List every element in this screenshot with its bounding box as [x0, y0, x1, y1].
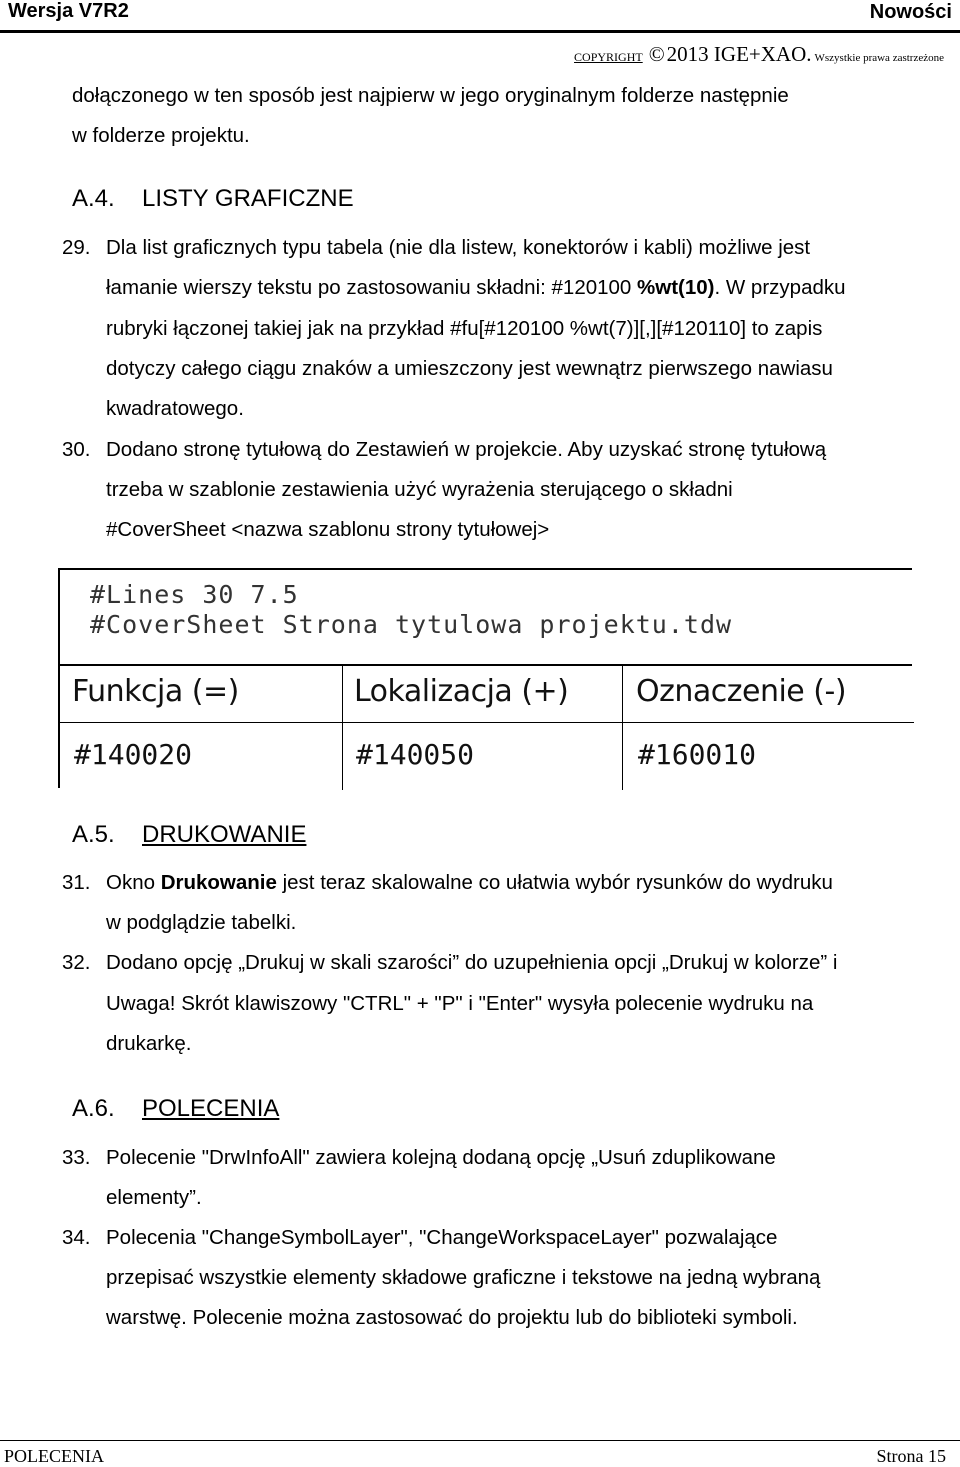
item-34-line-3: warstwę. Polecenie można zastosować do projektu lub do biblioteki symboli.	[106, 1306, 798, 1329]
code-table	[58, 664, 912, 788]
item-29-number: 29.	[62, 236, 91, 259]
item-30-line-3: #CoverSheet <nazwa szablonu strony tytułowej>	[106, 518, 550, 541]
section-label: Nowości	[869, 1, 952, 23]
code-line-2: #CoverSheet Strona tytulowa projektu.tdw	[90, 610, 733, 639]
item-34-line-1: Polecenia "ChangeSymbolLayer", "ChangeWorkspaceLayer" pozwalające	[106, 1226, 778, 1249]
footer-chapter: POLECENIA	[4, 1446, 104, 1466]
intro-line-1: dołączonego w ten sposób jest najpierw w jego oryginalnym folderze następnie	[72, 84, 789, 107]
item-32-line-1: Dodano opcję „Drukuj w skali szarości” do uzupełnienia opcji „Drukuj w kolorze” i	[106, 951, 838, 974]
section-title: POLECENIA	[142, 1095, 280, 1122]
item-29-text: łamanie wierszy tekstu po zastosowaniu składni: #120100	[106, 276, 638, 299]
copyright-label: COPYRIGHT	[574, 50, 643, 64]
item-34-number: 34.	[62, 1226, 91, 1249]
item-29-line-1: Dla list graficznych typu tabela (nie dla listew, konektorów i kabli) możliwe jest	[106, 236, 811, 259]
item-34-line-2: przepisać wszystkie elementy składowe graficzne i tekstowe na jedną wybraną	[106, 1266, 821, 1289]
item-29-text-end: . W przypadku	[714, 276, 846, 299]
item-30-number: 30.	[62, 438, 91, 461]
code-block	[58, 568, 912, 664]
item-31-bold-window: Drukowanie	[160, 871, 277, 894]
copyright-owner: 2013 IGE+XAO.	[666, 42, 812, 66]
section-title: DRUKOWANIE	[142, 821, 307, 848]
page-footer	[0, 1440, 960, 1466]
coversheet-example-image	[58, 568, 912, 788]
item-29-bold-code: %wt(10)	[637, 276, 715, 299]
item-32-line-2: Uwaga! Skrót klawiszowy "CTRL" + "P" i "Enter" wysyła polecenie wydruku na	[106, 992, 814, 1015]
item-31-line-2: w podglądzie tabelki.	[106, 911, 297, 934]
copyright-line	[574, 42, 944, 67]
page-number: Strona 15	[876, 1446, 946, 1466]
table-row-divider	[60, 722, 914, 723]
table-cell-oznaczenie: #160010	[638, 738, 757, 771]
section-number: A.6.	[72, 1095, 115, 1122]
copyright-symbol: ©	[648, 42, 665, 66]
item-30-line-2: trzeba w szablonie zestawienia użyć wyrażenia sterującego o składni	[106, 478, 733, 501]
table-cell-lokalizacja: #140050	[356, 738, 475, 771]
item-32-line-3: drukarkę.	[106, 1032, 192, 1055]
intro-line-2: w folderze projektu.	[72, 124, 250, 147]
table-cell-funkcja: #140020	[74, 738, 193, 771]
table-header-lokalizacja: Lokalizacja (+)	[354, 674, 569, 709]
section-heading-a5	[72, 820, 306, 850]
item-29-line-5: kwadratowego.	[106, 397, 244, 420]
item-29-line-4: dotyczy całego ciągu znaków a umieszczony jest wewnątrz pierwszego nawiasu	[106, 357, 833, 380]
section-number: A.4.	[72, 185, 115, 212]
item-31-text-end: jest teraz skalowalne co ułatwia wybór rysunków do wydruku	[276, 871, 833, 894]
item-32-number: 32.	[62, 951, 91, 974]
item-31-line-1	[106, 870, 833, 896]
page-header	[0, 0, 960, 34]
item-29-line-2	[106, 275, 846, 301]
code-line-1: #Lines 30 7.5	[90, 580, 299, 609]
item-31-text: Okno	[106, 871, 161, 894]
item-31-number: 31.	[62, 871, 91, 894]
header-rule	[0, 30, 960, 33]
item-33-line-1: Polecenie "DrwInfoAll" zawiera kolejną dodaną opcję „Usuń zduplikowane	[106, 1146, 776, 1169]
table-header-oznaczenie: Oznaczenie (-)	[636, 674, 847, 709]
version-label: Wersja V7R2	[8, 0, 129, 22]
section-number: A.5.	[72, 821, 115, 848]
table-header-funkcja: Funkcja (=)	[72, 674, 239, 709]
table-col-divider	[342, 666, 343, 790]
item-33-line-2: elementy”.	[106, 1186, 202, 1209]
item-30-line-1: Dodano stronę tytułową do Zestawień w projekcie. Aby uzyskać stronę tytułową	[106, 438, 827, 461]
copyright-rights: Wszystkie prawa zastrzeżone	[814, 52, 944, 64]
table-col-divider	[622, 666, 623, 790]
section-heading-a4	[72, 184, 354, 214]
footer-rule	[0, 1440, 960, 1441]
section-title: LISTY GRAFICZNE	[142, 185, 354, 212]
item-33-number: 33.	[62, 1146, 91, 1169]
section-heading-a6	[72, 1094, 279, 1124]
item-29-line-3: rubryki łączonej takiej jak na przykład #fu[#120100 %wt(7)][,][#120110] to zapis	[106, 317, 823, 340]
